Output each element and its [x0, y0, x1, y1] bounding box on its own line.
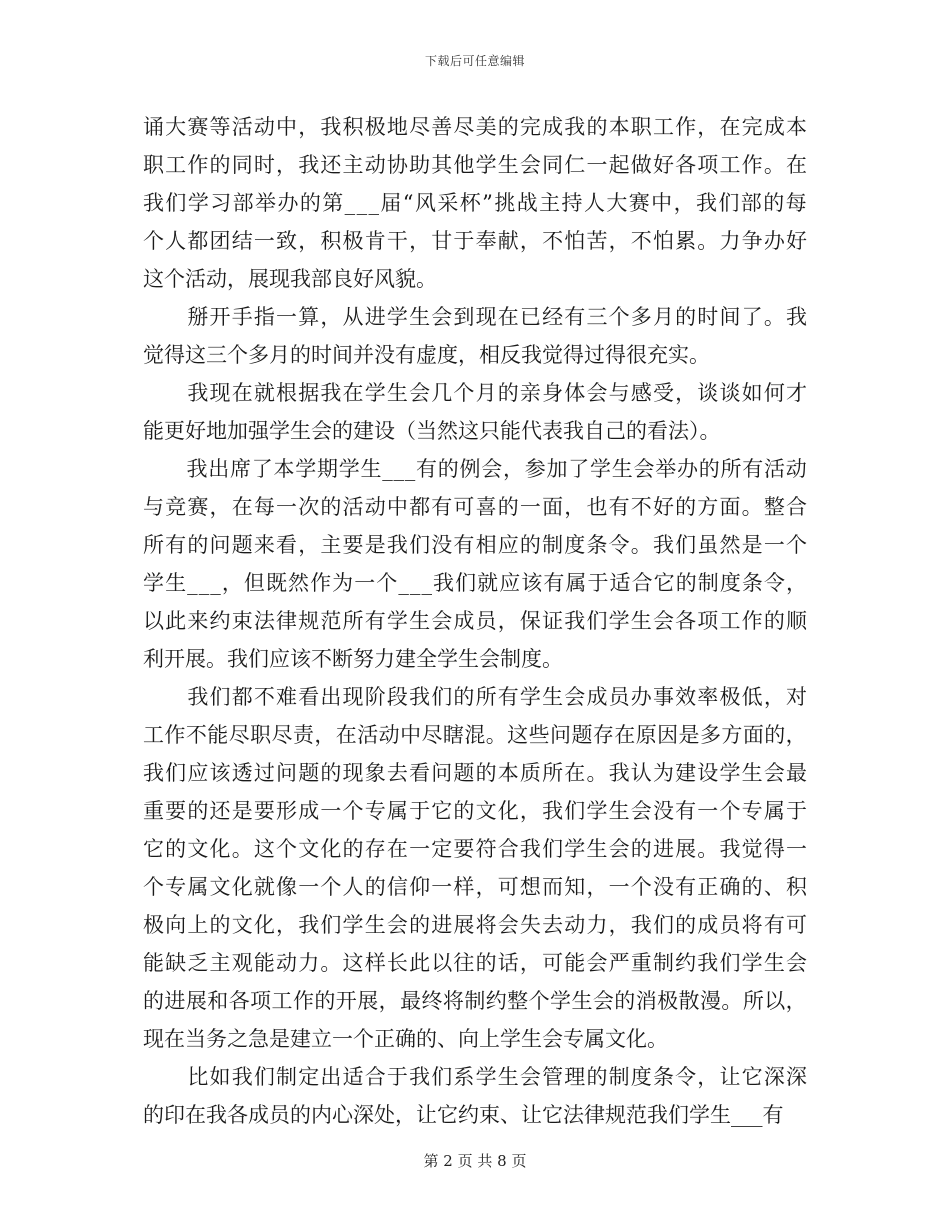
- text-line: 它 的 文 化 。 这 个 文 化 的 存 在 一 定 要 符 合 我 们 学 生 会 的 进 展 。 我 觉 得 一: [143, 837, 807, 861]
- paragraph: [143, 374, 807, 450]
- text-line: 诵 大 赛 等 活 动 中 ， 我 积 极 地 尽 善 尽 美 的 完 成 我 的 本 职 工 作 ， 在 完 成 本: [143, 115, 807, 139]
- text-line: 的 进 展 和 各 项 工 作 的 开 展 ， 最 终 将 制 约 整 个 学 生 会 的 消 极 散 漫 。 所 以 ，: [143, 989, 807, 1013]
- text-line: 我 们 都 不 难 看 出 现 阶 段 我 们 的 所 有 学 生 会 成 员 办 事 效 率 极 低 ， 对: [187, 685, 807, 709]
- text-line: 重 要 的 还 是 要 形 成 一 个 专 属 于 它 的 文 化 ， 我 们 学 生 会 没 有 一 个 专 属 于: [143, 799, 807, 823]
- paragraph: [143, 298, 807, 374]
- text-line: 掰 开 手 指 一 算 ， 从 进 学 生 会 到 现 在 已 经 有 三 个 多 月 的 时 间 了 。 我: [187, 305, 807, 329]
- text-line: 我 出 席 了 本 学 期 学 生 _ _ _ 有 的 例 会 ， 参 加 了 学 生 会 举 办 的 所 有 活 动: [186, 457, 807, 481]
- text-line: 现在当务之急是建立一个正确的、向上学生会专属文化。: [143, 1027, 668, 1051]
- text-line: 职 工 作 的 同 时 ， 我 还 主 动 协 助 其 他 学 生 会 同 仁 一 起 做 好 各 项 工 作 。 在: [143, 153, 807, 177]
- page-header-note: 下载后可任意编辑: [424, 54, 525, 68]
- text-line: 能更好地加强学生会的建设（当然这只能代表我自己的看法）。: [143, 419, 721, 443]
- text-line: 以 此 来 约 束 法 律 规 范 所 有 学 生 会 成 员 ， 保 证 我 们 学 生 会 各 项 工 作 的 顺: [143, 609, 807, 633]
- text-line: 的印在我各成员的内心深处，让它约束、让它法律规范我们学生___有: [143, 1103, 784, 1127]
- text-line: 个 人 都 团 结 一 致 ， 积 极 肯 干 ， 甘 于 奉 献 ， 不 怕 苦 ， 不 怕 累 。 力 争 办 好: [143, 229, 807, 253]
- text-line: 我 现 在 就 根 据 我 在 学 生 会 几 个 月 的 亲 身 体 会 与 感 受 ， 谈 谈 如 何 才: [187, 381, 807, 405]
- page-number: 第 2 页 共 8 页: [423, 1152, 527, 1170]
- text-line: 我 们 学 习 部 举 办 的 第 _ _ _ 届 “ 风 采 杯 ” 挑 战 主 持 人 大 赛 中 ， 我 们 部 的 每: [143, 191, 807, 215]
- text-line: 利开展。我们应该不断努力建全学生会制度。: [143, 647, 563, 671]
- paragraph: [143, 1058, 807, 1134]
- document-body: [143, 108, 807, 1134]
- text-line: 这个活动，展现我部良好风貌。: [143, 267, 437, 291]
- paragraph: [143, 678, 807, 1058]
- text-line: 与 竞 赛 ， 在 每 一 次 的 活 动 中 都 有 可 喜 的 一 面 ， 也 有 不 好 的 方 面 。 整 合: [143, 495, 807, 519]
- text-line: 个 专 属 文 化 就 像 一 个 人 的 信 仰 一 样 ， 可 想 而 知 ， 一 个 没 有 正 确 的 、 积: [143, 875, 807, 899]
- text-line: 学 生 _ _ _ ， 但 既 然 作 为 一 个 _ _ _ 我 们 就 应 该 有 属 于 适 合 它 的 制 度 条 令 ，: [143, 571, 807, 595]
- text-line: 我 们 应 该 透 过 问 题 的 现 象 去 看 问 题 的 本 质 所 在 。 我 认 为 建 设 学 生 会 最: [143, 761, 807, 785]
- text-line: 所 有 的 问 题 来 看 ， 主 要 是 我 们 没 有 相 应 的 制 度 条 令 。 我 们 虽 然 是 一 个: [143, 533, 807, 557]
- paragraph: [143, 450, 807, 678]
- text-line: 比 如 我 们 制 定 出 适 合 于 我 们 系 学 生 会 管 理 的 制 度 条 令 ， 让 它 深 深: [187, 1065, 807, 1089]
- text-line: 极 向 上 的 文 化 ， 我 们 学 生 会 的 进 展 将 会 失 去 动 力 ， 我 们 的 成 员 将 有 可: [143, 913, 807, 937]
- paragraph: [143, 108, 807, 298]
- text-line: 工 作 不 能 尽 职 尽 责 ， 在 活 动 中 尽 瞎 混 。 这 些 问 题 存 在 原 因 是 多 方 面 的 ，: [143, 723, 807, 747]
- text-line: 觉得这三个多月的时间并没有虚度，相反我觉得过得很充实。: [143, 343, 710, 367]
- text-line: 能 缺 乏 主 观 能 动 力 。 这 样 长 此 以 往 的 话 ， 可 能 会 严 重 制 约 我 们 学 生 会: [143, 951, 807, 975]
